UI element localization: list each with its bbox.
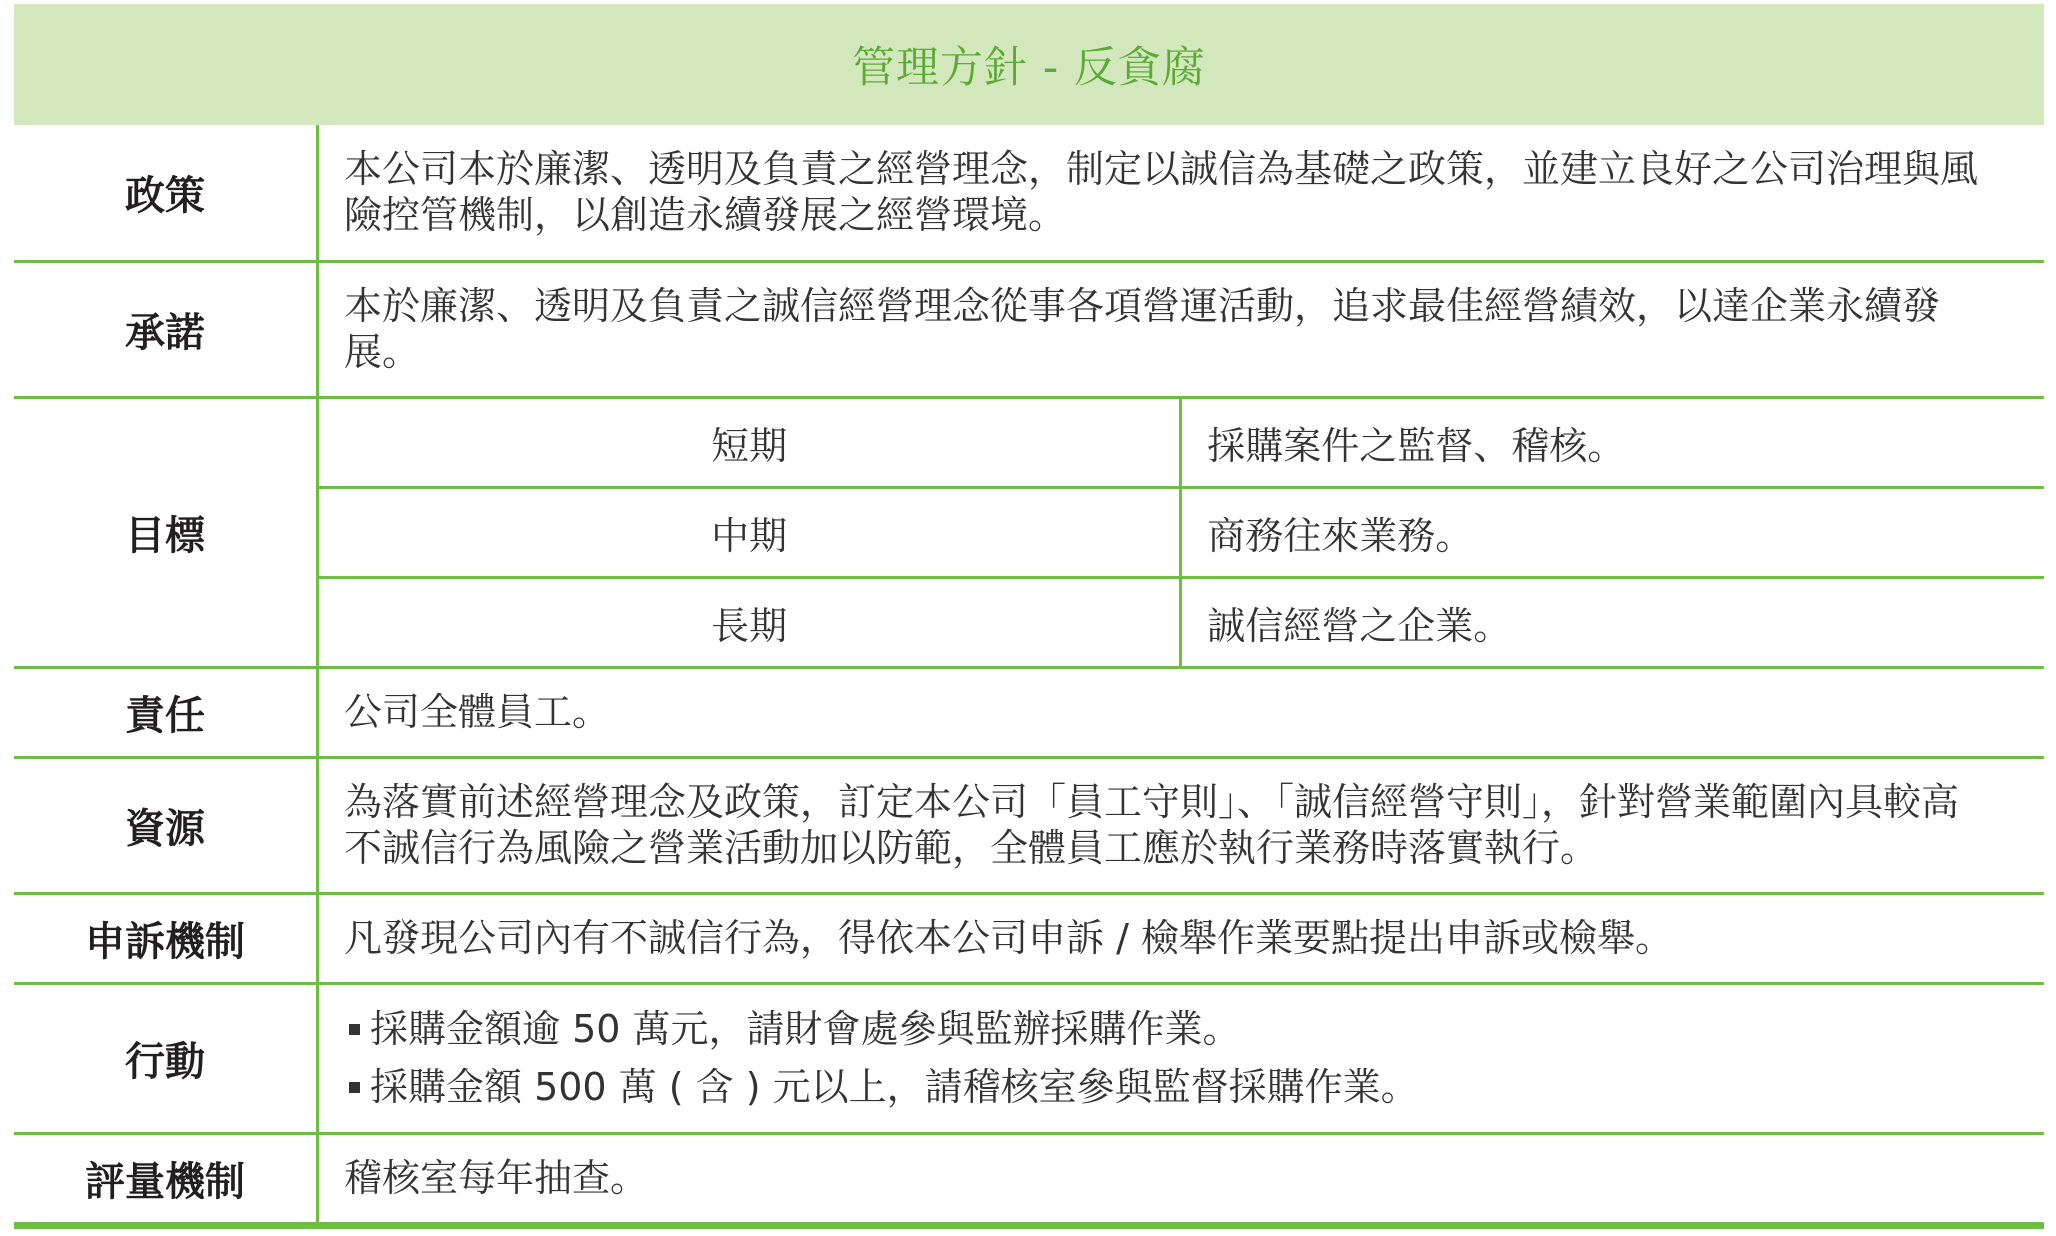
- grievance-row: [14, 893, 2044, 983]
- responsibility-row: [14, 667, 2044, 757]
- policy-table: [14, 125, 2044, 1229]
- actions-row: [14, 983, 2044, 1133]
- row-label: 資源: [14, 757, 318, 893]
- row-content: 公司全體員工。: [318, 667, 2045, 757]
- row-content: 本公司本於廉潔、透明及負責之經營理念，制定以誠信為基礎之政策，並建立良好之公司治理與風險控管機制，以創造永續發展之經營環境。: [318, 125, 2045, 261]
- policy-row: [14, 125, 2044, 261]
- resources-row: [14, 757, 2044, 893]
- goal-term: 短期: [318, 397, 1181, 487]
- list-item: [344, 1058, 1988, 1116]
- goal-term: 長期: [318, 577, 1181, 667]
- goal-text: 採購案件之監督、稽核。: [1181, 397, 2044, 487]
- row-label: 行動: [14, 983, 318, 1133]
- row-content: 為落實前述經營理念及政策，訂定本公司「員工守則」、「誠信經營守則」，針對營業範圍內具較高不誠信行為風險之營業活動加以防範，全體員工應於執行業務時落實執行。: [318, 757, 2045, 893]
- square-bullet-icon: [349, 1024, 360, 1035]
- evaluation-row: [14, 1133, 2044, 1225]
- row-content: 本於廉潔、透明及負責之誠信經營理念從事各項營運活動，追求最佳經營績效，以達企業永續發展。: [318, 261, 2045, 397]
- square-bullet-icon: [349, 1082, 360, 1093]
- row-label: 承諾: [14, 261, 318, 397]
- row-label: 政策: [14, 125, 318, 261]
- goal-text: 商務往來業務。: [1181, 487, 2044, 577]
- management-policy-table: [14, 4, 2044, 1226]
- list-item: [344, 1000, 1988, 1058]
- action-list: [344, 1000, 1988, 1116]
- goal-row: [14, 577, 2044, 667]
- goal-text: 誠信經營之企業。: [1181, 577, 2044, 667]
- goal-row: [14, 487, 2044, 577]
- action-text: 採購金額 500 萬 ( 含 ) 元以上，請稽核室參與監督採購作業。: [370, 1065, 1419, 1109]
- commitment-row: [14, 261, 2044, 397]
- row-label: 評量機制: [14, 1133, 318, 1225]
- table-title: 管理方針 - 反貪腐: [14, 4, 2044, 125]
- action-text: 採購金額逾 50 萬元，請財會處參與監辦採購作業。: [370, 1007, 1241, 1051]
- goal-row: [14, 397, 2044, 487]
- row-label: 申訴機制: [14, 893, 318, 983]
- row-content: [318, 983, 2045, 1133]
- row-label: 責任: [14, 667, 318, 757]
- row-content: 稽核室每年抽查。: [318, 1133, 2045, 1225]
- row-label: 目標: [14, 397, 318, 667]
- goal-term: 中期: [318, 487, 1181, 577]
- row-content: 凡發現公司內有不誠信行為，得依本公司申訴 / 檢舉作業要點提出申訴或檢舉。: [318, 893, 2045, 983]
